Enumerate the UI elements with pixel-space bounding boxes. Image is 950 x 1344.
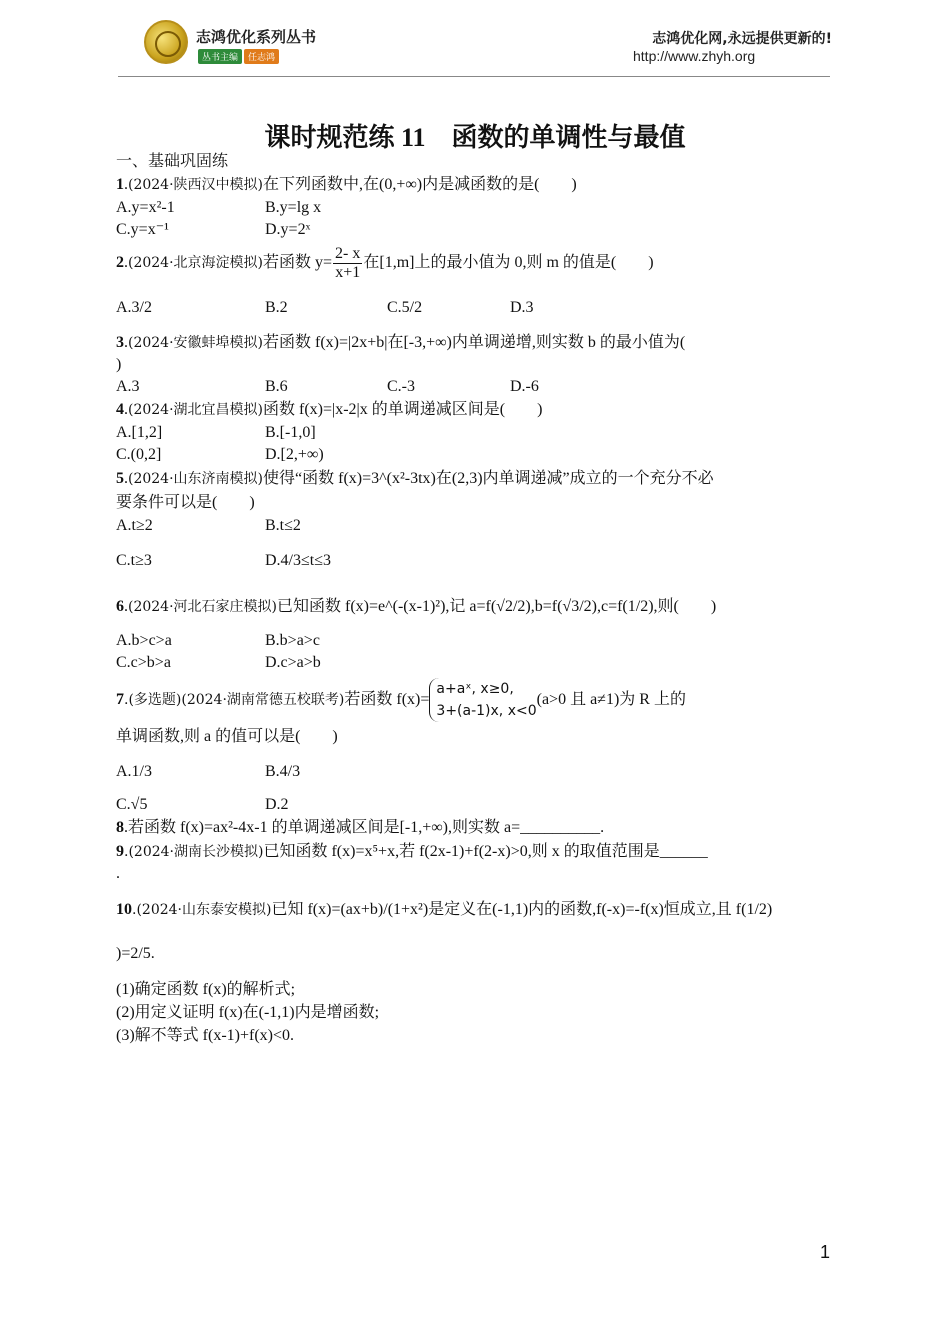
editor-name: 任志鸿	[244, 49, 279, 64]
page-title: 课时规范练 11 函数的单调性与最值	[264, 123, 686, 152]
q10-part-2: (2)用定义证明 f(x)在(-1,1)内是增函数;	[116, 1004, 380, 1021]
q5-continuation: 要条件可以是( )	[116, 494, 255, 511]
q6-option-a[interactable]: A.b>c>a	[116, 632, 172, 649]
q3-continuation: )	[116, 356, 122, 373]
question-7: 7.(多选题)(2024·湖南常德五校联考)若函数 f(x)= a+aˣ, x≥0, 3+(a-1)x, x<0 (a>0 且 a≠1)为 R 上的	[116, 676, 686, 724]
q6-option-b[interactable]: B.b>a>c	[265, 632, 320, 649]
section-heading: 一、基础巩固练	[116, 153, 229, 170]
q7-option-b[interactable]: B.4/3	[265, 763, 301, 780]
q2-option-a[interactable]: A.3/2	[116, 299, 152, 316]
q7-continuation: 单调函数,则 a 的值可以是( )	[116, 728, 338, 745]
question-3: 3.(2024·安徽蚌埠模拟)若函数 f(x)=|2x+b|在[-3,+∞)内单调递增,则实数 b 的最小值为(	[116, 334, 686, 351]
q7-option-a[interactable]: A.1/3	[116, 763, 152, 780]
q4-option-d[interactable]: D.[2,+∞)	[265, 446, 324, 463]
question-5: 5.(2024·山东济南模拟)使得“函数 f(x)=3^(x²-3tx)在(2,3)内单调递减”成立的一个充分不必	[116, 470, 714, 487]
q1-option-d[interactable]: D.y=2ˣ	[265, 221, 311, 238]
question-8: 8.若函数 f(x)=ax²-4x-1 的单调递减区间是[-1,+∞),则实数 a=__________.	[116, 819, 605, 836]
question-9: 9.(2024·湖南长沙模拟)已知函数 f(x)=x⁵+x,若 f(2x-1)+f(2-x)>0,则 x 的取值范围是______	[116, 843, 708, 860]
slogan: 志鸿优化网,永远提供更新的!	[652, 31, 832, 47]
q2-fraction: $\frac{2- x}{x+1}$	[335, 244, 361, 281]
q6-option-c[interactable]: C.c>b>a	[116, 654, 171, 671]
q4-option-a[interactable]: A.[1,2]	[116, 424, 163, 441]
q7-piecewise: a+aˣ, x≥0, 3+(a-1)x, x<0	[429, 678, 536, 722]
q5-option-c[interactable]: C.t≥3	[116, 552, 152, 569]
q7-option-d[interactable]: D.2	[265, 796, 289, 813]
q4-option-c[interactable]: C.(0,2]	[116, 446, 162, 463]
q5-option-b[interactable]: B.t≤2	[265, 517, 301, 534]
editor-credit	[198, 49, 281, 64]
logo-emblem	[144, 20, 188, 64]
question-10: 10.(2024·山东泰安模拟)已知 f(x)=(ax+b)/(1+x²)是定义在(-1,1)内的函数,f(-x)=-f(x)恒成立,且 f(1/2)	[116, 901, 773, 918]
site-url[interactable]: http://www.zhyh.org	[633, 48, 756, 64]
q3-option-d[interactable]: D.-6	[510, 378, 539, 395]
q5-option-a[interactable]: A.t≥2	[116, 517, 153, 534]
q4-option-b[interactable]: B.[-1,0]	[265, 424, 316, 441]
q10-part-3: (3)解不等式 f(x-1)+f(x)<0.	[116, 1027, 295, 1044]
q9-continuation: .	[116, 865, 120, 882]
question-4: 4.(2024·湖北宜昌模拟)函数 f(x)=|x-2|x 的单调递减区间是( )	[116, 401, 543, 418]
q2-option-c[interactable]: C.5/2	[387, 299, 423, 316]
question-1: 1.(2024·陕西汉中模拟)在下列函数中,在(0,+∞)内是减函数的是( )	[116, 176, 577, 193]
question-2: 2.(2024·北京海淀模拟)若函数 y= $\frac{2- x}{x+1}$ 在[1,m]上的最小值为 0,则 m 的值是( )	[116, 244, 654, 281]
q6-option-d[interactable]: D.c>a>b	[265, 654, 321, 671]
q1-option-c[interactable]: C.y=x⁻¹	[116, 221, 169, 238]
editor-label: 丛书主编	[198, 49, 242, 64]
q7-option-c[interactable]: C.√5	[116, 796, 148, 813]
q3-option-a[interactable]: A.3	[116, 378, 140, 395]
q1-option-a[interactable]: A.y=x²-1	[116, 199, 175, 216]
q5-option-d[interactable]: D.4/3≤t≤3	[265, 552, 332, 569]
q2-option-b[interactable]: B.2	[265, 299, 288, 316]
series-name: 志鸿优化系列丛书	[196, 28, 317, 46]
q10-part-1: (1)确定函数 f(x)的解析式;	[116, 981, 296, 998]
page-header	[0, 0, 950, 78]
page-number: 1	[820, 1242, 831, 1262]
q2-option-d[interactable]: D.3	[510, 299, 534, 316]
question-6: 6.(2024·河北石家庄模拟)已知函数 f(x)=e^(-(x-1)²),记 a=f(√2/2),b=f(√3/2),c=f(1/2),则( )	[116, 598, 717, 615]
q10-continuation: )=2/5.	[116, 945, 155, 962]
q3-option-b[interactable]: B.6	[265, 378, 288, 395]
q3-option-c[interactable]: C.-3	[387, 378, 415, 395]
header-divider	[118, 76, 830, 77]
q1-option-b[interactable]: B.y=lg x	[265, 199, 322, 216]
